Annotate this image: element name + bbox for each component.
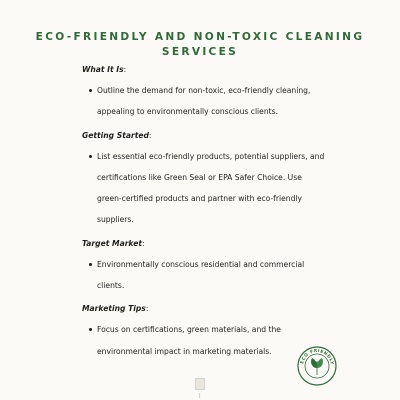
page-marker: |: [199, 393, 201, 399]
bullet-item: Environmentally conscious residential and commercial clients.: [89, 254, 328, 296]
heading-colon: :: [123, 65, 127, 74]
badge-text: ECO FRIENDLY: [299, 347, 336, 366]
footer-logo-icon: [195, 378, 205, 390]
document-body: [82, 59, 328, 364]
bullet-list: [82, 80, 328, 122]
section-heading-text: What It Is: [82, 65, 124, 74]
section-heading-text: Getting Started: [82, 130, 149, 140]
section-heading-text: Marketing Tips: [82, 304, 146, 314]
eco-friendly-badge: [297, 346, 337, 386]
bullet-list: [82, 146, 328, 231]
section-heading-text: Target Market: [82, 238, 142, 248]
bullet-item: Focus on certifications, green materials, and the environmental impact in marketing materials.: [89, 319, 328, 361]
leaf-icon: [311, 358, 323, 375]
bullet-item: Outline the demand for non-toxic, eco-friendly cleaning, appealing to environmentally conscious clients.: [89, 80, 328, 122]
bullet-item: List essential eco-friendly products, potential suppliers, and certifications like Green Seal or EPA Safer Choice. Use green-certified products and partner with eco-friendly suppliers.: [89, 146, 328, 231]
bullet-list: [82, 319, 328, 361]
section-heading: [82, 298, 328, 319]
section-heading: [82, 233, 328, 254]
section-heading: [82, 59, 328, 80]
section-heading: [82, 125, 328, 146]
document-title: ECO-FRIENDLY AND NON-TOXIC CLEANING SERVICES: [35, 31, 365, 58]
heading-colon: :: [148, 130, 152, 140]
heading-colon: :: [145, 304, 149, 314]
heading-colon: :: [142, 238, 145, 248]
bullet-list: [82, 254, 328, 296]
